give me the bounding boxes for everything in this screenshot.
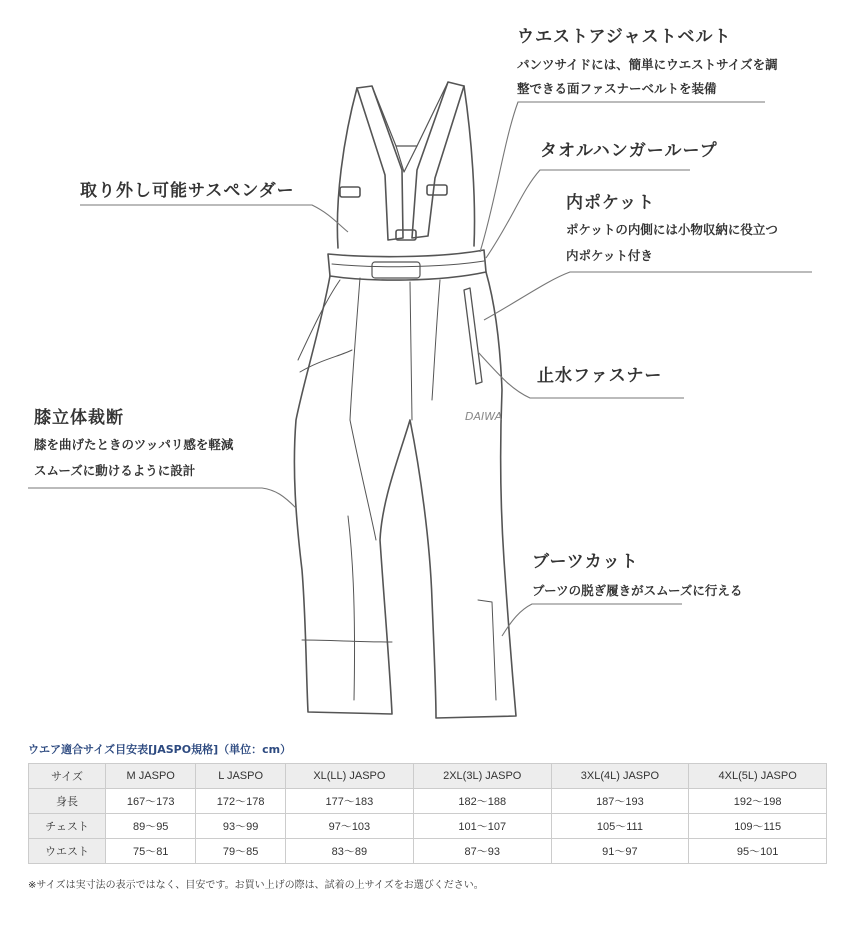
- column-header: L JASPO: [196, 764, 285, 789]
- callout-waterproof-zip: [537, 361, 662, 386]
- callout-desc-line: スムーズに動けるように設計: [34, 463, 196, 478]
- pants-outline: [294, 272, 516, 718]
- table-cell: 172〜178: [196, 789, 285, 814]
- callout-title: ウエストアジャストベルト: [517, 27, 732, 47]
- table-cell: 101〜107: [413, 814, 551, 839]
- column-header: 4XL(5L) JASPO: [689, 764, 827, 789]
- table-cell: 95〜101: [689, 839, 827, 864]
- callout-title: 止水ファスナー: [537, 366, 663, 386]
- pocket-zipper: [464, 288, 482, 384]
- size-table: [28, 763, 827, 864]
- table-cell: 83〜89: [285, 839, 413, 864]
- size-note: ※サイズは実寸法の表示ではなく、目安です。お買い上げの際は、試着の上サイズをお選びください。: [28, 880, 484, 891]
- table-cell: 167〜173: [106, 789, 196, 814]
- table-cell: 97〜103: [285, 814, 413, 839]
- table-cell: 91〜97: [551, 839, 689, 864]
- callout-desc-line: 内ポケット付き: [566, 248, 653, 263]
- row-header: チェスト: [29, 814, 106, 839]
- table-header-row: [29, 764, 827, 789]
- table-cell: 187〜193: [551, 789, 689, 814]
- table-cell: 79〜85: [196, 839, 285, 864]
- column-header: 3XL(4L) JASPO: [551, 764, 689, 789]
- callout-suspender: [80, 176, 295, 201]
- table-cell: 93〜99: [196, 814, 285, 839]
- suspender-right-strap: [412, 82, 464, 238]
- callout-title: 内ポケット: [566, 193, 656, 213]
- table-cell: 177〜183: [285, 789, 413, 814]
- callout-desc-line: ポケットの内側には小物収納に役立つ: [566, 222, 778, 237]
- row-header: ウエスト: [29, 839, 106, 864]
- brand-mark: DAIWA: [465, 410, 503, 423]
- callout-title: 取り外し可能サスペンダー: [80, 181, 295, 201]
- callout-boots-cut: [532, 547, 742, 604]
- leader-line-knee: [28, 488, 296, 508]
- callout-desc-line: 整できる面ファスナーベルトを装備: [517, 81, 717, 96]
- callout-title: タオルハンガーループ: [540, 141, 718, 161]
- callout-title: ブーツカット: [532, 552, 639, 572]
- table-cell: 192〜198: [689, 789, 827, 814]
- leader-line-boots-cut: [502, 604, 682, 636]
- table-cell: 87〜93: [413, 839, 551, 864]
- column-header: M JASPO: [106, 764, 196, 789]
- callout-title: 膝立体裁断: [34, 408, 124, 428]
- leader-line-suspender: [80, 205, 348, 232]
- table-cell: 89〜95: [106, 814, 196, 839]
- suspender-left-strap: [357, 86, 403, 240]
- callout-waist-belt: [517, 22, 778, 101]
- table-row: [29, 789, 827, 814]
- callout-desc-line: ブーツの脱ぎ履きがスムーズに行える: [532, 583, 743, 598]
- callout-towel-loop: [540, 136, 718, 161]
- column-header: サイズ: [29, 764, 106, 789]
- table-cell: 75〜81: [106, 839, 196, 864]
- table-row: [29, 814, 827, 839]
- row-header: 身長: [29, 789, 106, 814]
- column-header: XL(LL) JASPO: [285, 764, 413, 789]
- leader-line-inner-pocket: [484, 272, 812, 320]
- table-row: [29, 839, 827, 864]
- table-cell: 105〜111: [551, 814, 689, 839]
- callout-desc-line: 膝を曲げたときのツッパリ感を軽減: [34, 437, 234, 452]
- table-cell: 109〜115: [689, 814, 827, 839]
- waistband: [328, 250, 486, 280]
- column-header: 2XL(3L) JASPO: [413, 764, 551, 789]
- size-table-caption: ウエア適合サイズ目安表[JASPO規格]（単位：cm）: [28, 743, 292, 756]
- callout-inner-pocket: [566, 188, 778, 269]
- callout-knee: [34, 403, 233, 484]
- callout-desc-line: パンツサイドには、簡単にウエストサイズを調: [517, 57, 778, 72]
- table-cell: 182〜188: [413, 789, 551, 814]
